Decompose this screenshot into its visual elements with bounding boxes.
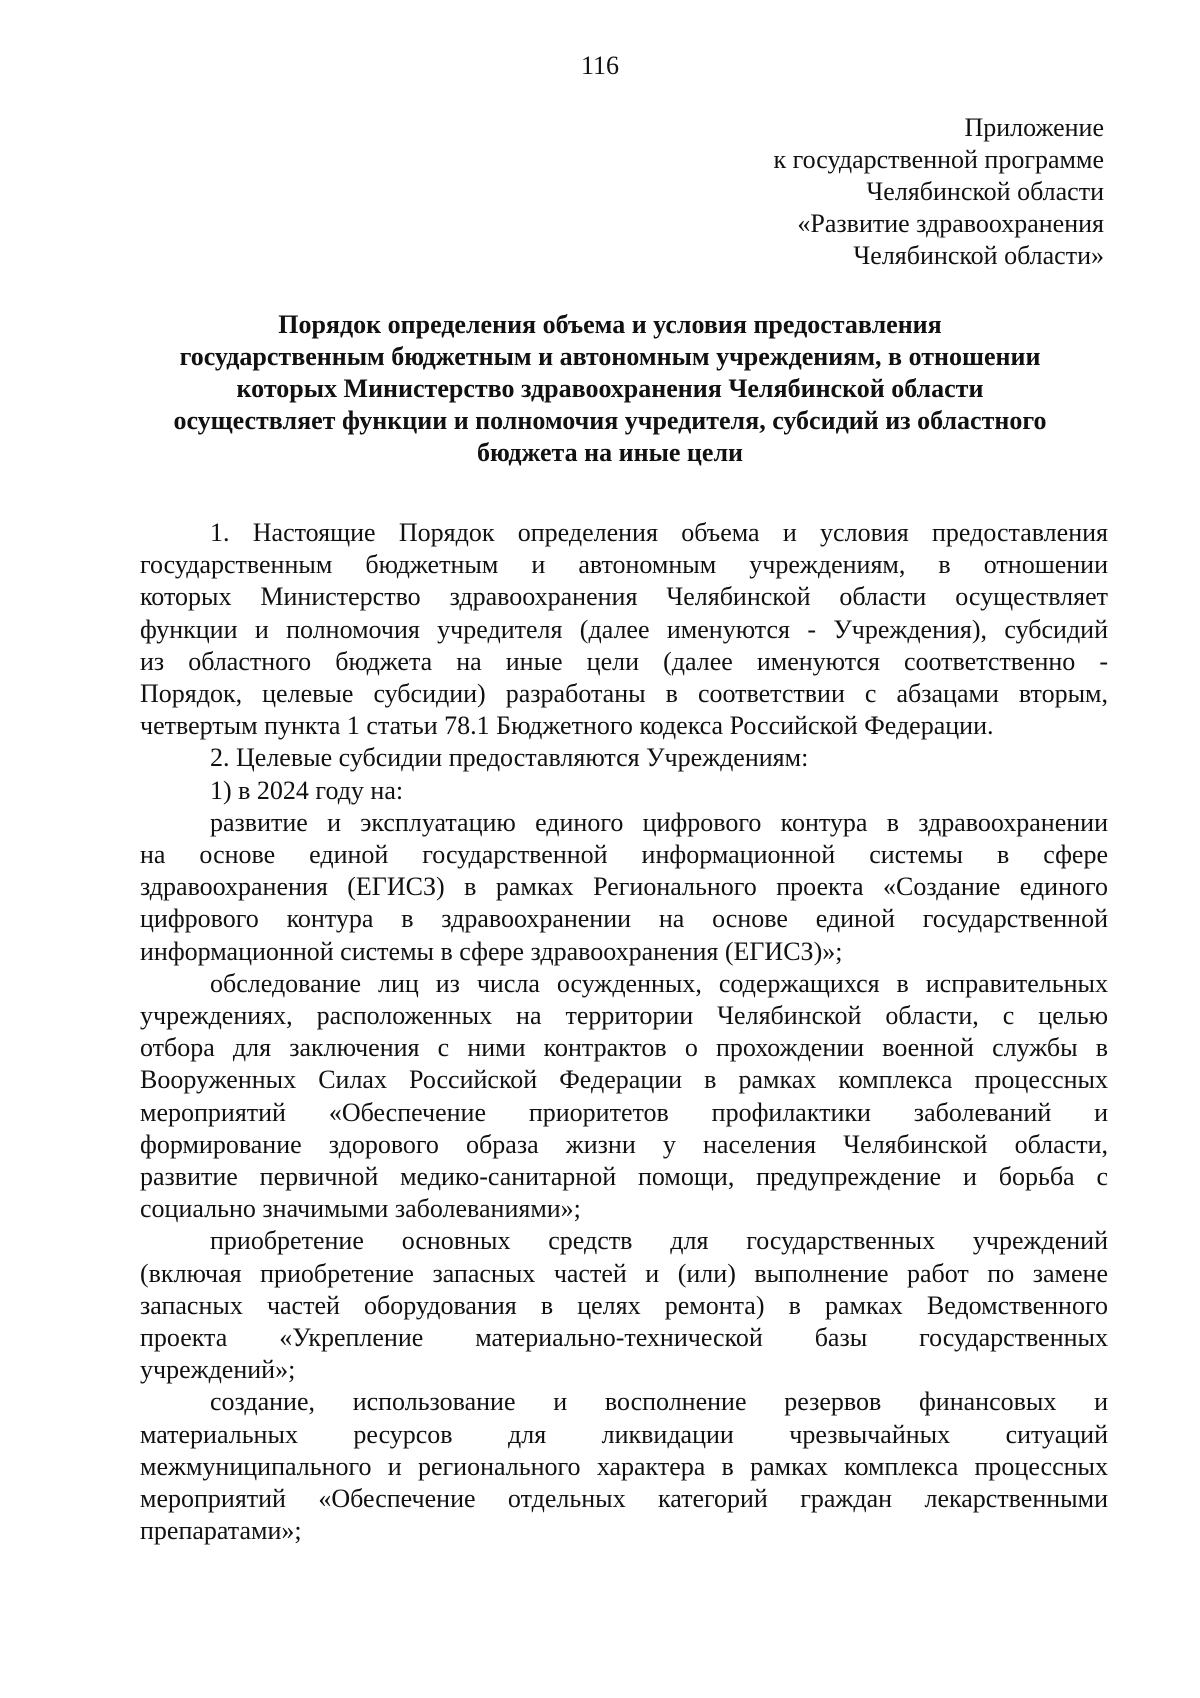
paragraph-5-line: Вооруженных Силах Российской Федерации в рамках комплекса процессных [140, 1065, 1108, 1095]
annex-line: к государственной программе [773, 145, 1104, 174]
page-number: 116 [580, 51, 620, 80]
paragraph-6-line: учреждений»; [140, 1355, 296, 1385]
paragraph-2: 2. Целевые субсидии предоставляются Учреждениям: [210, 743, 809, 773]
paragraph-6-line: проекта «Укрепление материально-технической базы государственных [140, 1323, 1108, 1353]
paragraph-4-line: цифрового контура в здравоохранении на основе единой государственной [140, 904, 1108, 934]
paragraph-1-line: государственным бюджетным и автономным учреждениям, в отношении [140, 550, 1108, 580]
paragraph-7-line: мероприятий «Обеспечение отдельных категорий граждан лекарственными [140, 1484, 1108, 1514]
document-title [120, 309, 1100, 469]
paragraph-5-line: отбора для заключения с ними контрактов о прохождении военной службы в [140, 1033, 1108, 1063]
paragraph-1-line: Порядок, целевые субсидии) разработаны в соответствии с абзацами вторым, [140, 679, 1108, 709]
title-line: государственным бюджетным и автономным учреждениям, в отношении [179, 342, 1041, 371]
paragraph-6-line: (включая приобретение запасных частей и (или) выполнение работ по замене [140, 1258, 1108, 1288]
annex-line: Приложение [964, 113, 1104, 142]
paragraph-7-line: создание, использование и восполнение резервов финансовых и [210, 1387, 1108, 1417]
title-line: Порядок определения объема и условия предоставления [278, 310, 942, 339]
paragraph-4-line: на основе единой государственной информационной системы в сфере [140, 840, 1108, 870]
paragraph-7-line: межмуниципального и регионального характера в рамках комплекса процессных [140, 1451, 1108, 1481]
paragraph-5-line: мероприятий «Обеспечение приоритетов профилактики заболеваний и [140, 1097, 1108, 1127]
paragraph-1-line: 1. Настоящие Порядок определения объема и условия предоставления [210, 518, 1108, 547]
paragraph-6-line: приобретение основных средств для государственных учреждений [210, 1226, 1108, 1256]
paragraph-3: 1) в 2024 году на: [210, 775, 404, 805]
paragraph-5-line: учреждениях, расположенных на территории Челябинской области, с целью [140, 1001, 1108, 1031]
title-line: которых Министерство здравоохранения Челябинской области [236, 374, 984, 403]
paragraph-7-line: материальных ресурсов для ликвидации чрезвычайных ситуаций [140, 1419, 1108, 1449]
paragraph-5-line: социально значимыми заболеваниями»; [140, 1194, 581, 1224]
paragraph-7-line: препаратами»; [140, 1516, 302, 1546]
annex-line: «Развитие здравоохранения [797, 209, 1104, 238]
paragraph-5-line: формирование здорового образа жизни у населения Челябинской области, [140, 1129, 1108, 1159]
annex-header [774, 112, 1105, 272]
paragraph-1-line: из областного бюджета на иные цели (далее именуются соответственно - [140, 646, 1108, 676]
paragraph-5-line: обследование лиц из числа осужденных, содержащихся в исправительных [210, 968, 1108, 998]
paragraph-4-line: развитие и эксплуатацию единого цифрового контура в здравоохранении [210, 807, 1108, 837]
paragraph-6-line: запасных частей оборудования в целях ремонта) в рамках Ведомственного [140, 1290, 1108, 1320]
annex-line: Челябинской области [866, 177, 1104, 206]
paragraph-4-line: информационной системы в сфере здравоохранения (ЕГИСЗ)»; [140, 936, 843, 966]
paragraph-1-line: функции и полномочия учредителя (далее именуются - Учреждения), субсидий [140, 614, 1108, 644]
annex-line: Челябинской области» [853, 241, 1104, 270]
paragraph-1-line: четвертым пункта 1 статьи 78.1 Бюджетного кодекса Российской Федерации. [140, 711, 994, 741]
title-line: бюджета на иные цели [476, 438, 744, 467]
title-line: осуществляет функции и полномочия учредителя, субсидий из областного [173, 406, 1047, 435]
paragraph-5-line: развитие первичной медико-санитарной помощи, предупреждение и борьба с [140, 1162, 1108, 1192]
paragraph-1-line: которых Министерство здравоохранения Челябинской области осуществляет [140, 582, 1108, 612]
paragraph-4-line: здравоохранения (ЕГИСЗ) в рамках Регионального проекта «Создание единого [140, 872, 1108, 902]
document-body [140, 517, 1108, 1548]
